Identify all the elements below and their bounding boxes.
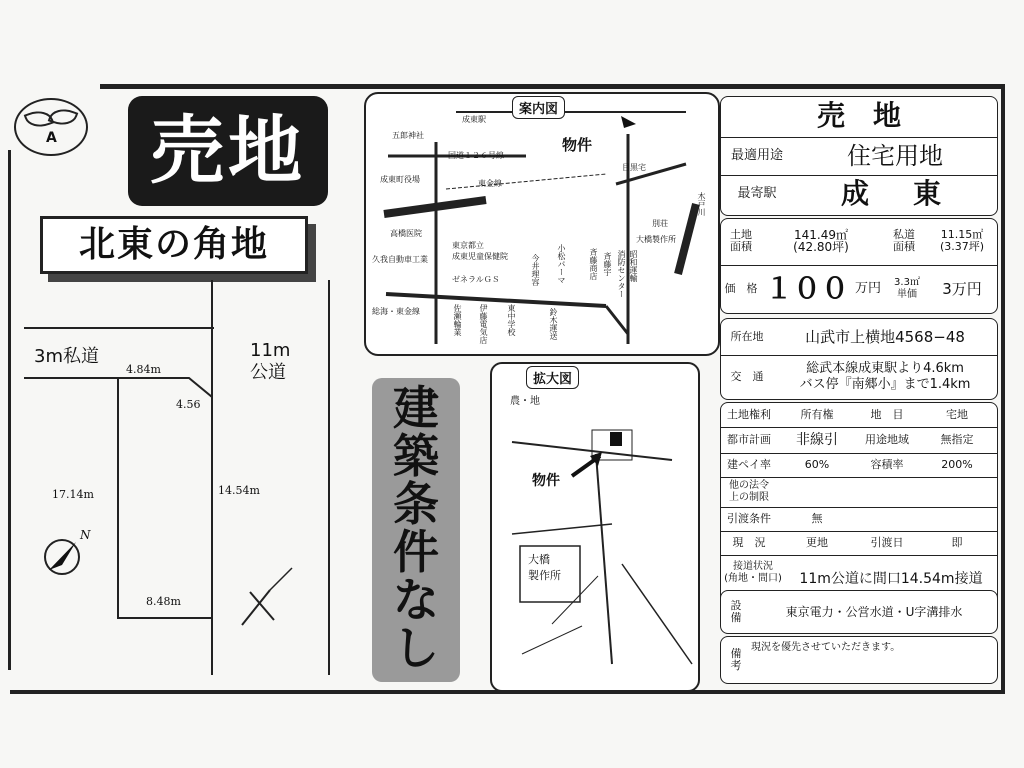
notes-label: 備 考 xyxy=(730,647,742,672)
map-label-bessou: 別荘 xyxy=(652,219,668,228)
info-header-box xyxy=(720,96,998,216)
property-info-panel xyxy=(720,92,1000,687)
station-label: 最寄駅 xyxy=(737,186,777,201)
map-label-saitoji: 斉藤宇 xyxy=(603,252,612,276)
dimension-right: 14.54m xyxy=(218,484,260,497)
unit-price-value: 3万円 xyxy=(942,280,982,298)
map-label-shobo: 消防センター xyxy=(617,250,626,298)
zoning-value: 無指定 xyxy=(940,433,974,446)
other-law-value xyxy=(777,477,997,507)
handover-condition-label: 引渡条件 xyxy=(727,512,771,525)
bcr-label: 建ペイ率 xyxy=(727,458,771,471)
handover-date-value: 即 xyxy=(951,536,963,549)
border-right xyxy=(1001,86,1005,694)
leaf-icon xyxy=(48,104,79,130)
detail-map xyxy=(490,362,700,692)
handover-date-label: 引渡日 xyxy=(870,536,904,549)
detail-map-property-label: 物件 xyxy=(532,473,560,489)
private-road-area-value: 11.15㎡ (3.37坪) xyxy=(939,228,985,253)
station-value: 成 東 xyxy=(840,177,949,210)
city-plan-value: 非線引 xyxy=(796,432,838,448)
map-label-sase: 佐瀬輪業 xyxy=(453,304,462,336)
other-law-label: 他の法令 上の制限 xyxy=(729,480,769,503)
transport-label: 交 通 xyxy=(730,370,764,383)
public-road-label: 11m 公道 xyxy=(250,340,291,383)
city-plan-label: 都市計画 xyxy=(727,433,771,446)
info-title: 売 地 xyxy=(816,99,901,132)
dimension-corner: 4.56 xyxy=(176,398,201,411)
private-road-label: 3m私道 xyxy=(34,346,99,367)
page-subtitle: 北東の角地 xyxy=(40,216,308,274)
detail-map-top-label: 農・地 xyxy=(510,396,540,407)
bcr-value: 60% xyxy=(804,458,830,471)
price-value: １００ xyxy=(764,272,849,305)
map-label-hospital: 高橋医院 xyxy=(390,229,422,238)
status-value: 更地 xyxy=(806,536,828,549)
map-label-line: 東金線 xyxy=(478,179,502,188)
price-unit: 万円 xyxy=(854,281,881,296)
usage-value: 住宅用地 xyxy=(847,142,943,170)
map-label-saito: 斉藤商店 xyxy=(589,248,598,280)
category-value: 宅地 xyxy=(946,408,968,421)
guide-map-property-label: 物件 xyxy=(562,136,593,154)
dimension-bottom: 8.48m xyxy=(146,595,181,608)
usage-label: 最適用途 xyxy=(730,148,783,163)
road-access-value: 11m公道に間口14.54m接道 xyxy=(799,571,983,587)
price-label: 価 格 xyxy=(724,282,758,295)
map-label-komatsu: 小松パーマ xyxy=(557,244,566,284)
facilities-value: 東京電力・公営水道・U字溝排水 xyxy=(785,605,963,619)
far-value: 200% xyxy=(941,458,973,471)
dimension-left: 17.14m xyxy=(52,488,94,501)
map-label-higashi: 東中学校 xyxy=(507,304,516,336)
map-label-meguro: 目黒宅 xyxy=(622,163,646,172)
guide-map-title: 案内図 xyxy=(512,96,565,119)
map-label-health: 東京都立 成東児童保健院 xyxy=(452,241,508,261)
north-arrow-label: N xyxy=(80,528,91,542)
notes-value: 現況を優先させていただきます。 xyxy=(751,642,901,653)
detail-map-ohashi-label: 大橋 製作所 xyxy=(528,553,561,582)
facilities-label: 設 備 xyxy=(730,599,742,624)
address-value: 山武市上横地4568−48 xyxy=(805,328,965,346)
location-box xyxy=(720,318,998,400)
plot-diagram xyxy=(14,280,354,680)
detail-map-roads xyxy=(492,364,698,690)
map-label-route: 国道１２６号線 xyxy=(448,151,504,160)
page-title: 売地 xyxy=(128,96,328,206)
rights-label: 土地権利 xyxy=(727,408,771,421)
address-label: 所在地 xyxy=(730,330,764,343)
guide-map xyxy=(364,92,720,356)
land-area-label: 土地 面積 xyxy=(730,228,752,253)
rights-value: 所有権 xyxy=(800,408,834,421)
detail-map-title: 拡大図 xyxy=(526,366,579,389)
map-label-kido: 木戸川 xyxy=(697,192,706,216)
logo-letter: A xyxy=(46,130,57,146)
facilities-box xyxy=(720,590,998,634)
notes-box xyxy=(720,636,998,684)
map-label-imai: 今井理容 xyxy=(531,254,540,286)
map-label-station: 成東駅 xyxy=(462,115,486,124)
area-price-box xyxy=(720,218,998,314)
handover-condition-value: 無 xyxy=(811,512,823,525)
map-label-gs: ゼネラルＧＳ xyxy=(452,275,500,284)
zoning-label: 用途地域 xyxy=(865,433,909,446)
company-logo xyxy=(14,98,88,156)
far-label: 容積率 xyxy=(870,458,904,471)
status-label: 現 況 xyxy=(732,536,766,549)
map-label-townhall: 成東町役場 xyxy=(380,175,420,184)
road-access-label: 接道状況 (角地・間口) xyxy=(724,561,782,584)
land-area-value: 141.49㎡ (42.80坪) xyxy=(793,228,849,254)
map-label-suzuki: 鈴木運送 xyxy=(549,308,558,340)
category-label: 地 目 xyxy=(870,408,904,421)
map-label-showa: 昭和運輸 xyxy=(629,250,638,282)
map-label-car: 久我自動車工業 xyxy=(372,255,428,264)
transport-value: 総武本線成東駅より4.6km バス停『南郷小』まで1.4km xyxy=(799,361,971,392)
building-condition-text: 建築条件なし xyxy=(393,381,439,675)
map-label-ohashi: 大橋製作所 xyxy=(636,235,676,244)
map-label-ito: 伊藤電気店 xyxy=(479,304,488,344)
map-label-sobu: 総海・東金線 xyxy=(372,307,420,316)
private-road-area-label: 私道 面積 xyxy=(893,228,915,253)
border-left xyxy=(8,150,11,670)
map-label-shrine: 五郎神社 xyxy=(392,131,424,140)
border-top xyxy=(100,84,1005,89)
unit-price-label: 3.3㎡ 単価 xyxy=(894,277,920,300)
dimension-top: 4.84m xyxy=(126,363,161,376)
